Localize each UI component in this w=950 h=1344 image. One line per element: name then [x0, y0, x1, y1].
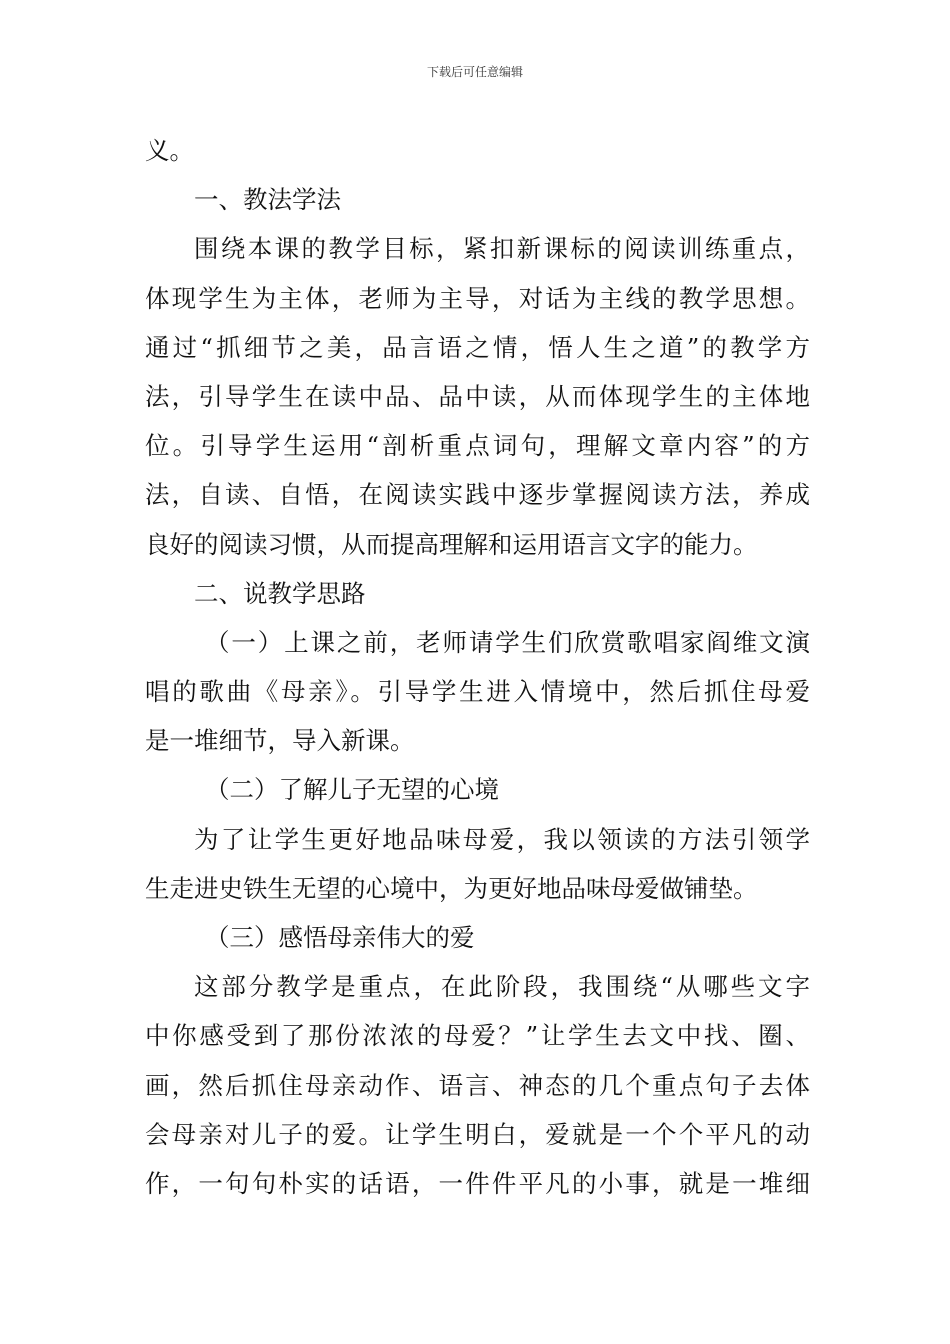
paragraph-line: 唱的歌曲《母亲》。引导学生进入情境中，然后抓住母爱: [145, 677, 810, 707]
paragraph-line: 画，然后抓住母亲动作、语言、神态的几个重点句子去体: [145, 1070, 810, 1100]
paragraph-line: 会母亲对儿子的爱。让学生明白，爱就是一个个平凡的动: [145, 1119, 810, 1149]
paragraph-line: 生走进史铁生无望的心境中，为更好地品味母爱做铺垫。: [145, 873, 758, 903]
paragraph-line: 通过“抓细节之美，品言语之情，悟人生之道”的教学方: [145, 332, 810, 362]
subsection-heading-3: （三）感悟母亲伟大的爱: [205, 923, 475, 952]
document-body: [145, 126, 810, 1208]
page-header: 下载后可任意编辑: [426, 65, 523, 79]
paragraph-line: 作，一句句朴实的话语，一件件平凡的小事，就是一堆细: [145, 1168, 810, 1198]
subsection-heading-2: （二）了解儿子无望的心境: [205, 775, 499, 805]
paragraph-line: 良好的阅读习惯，从而提高理解和运用语言文字的能力。: [145, 529, 758, 559]
paragraph-line: 为了让学生更好地品味母爱，我以领读的方法引领学: [194, 824, 810, 854]
paragraph-line: 是一堆细节，导入新课。: [145, 726, 415, 756]
paragraph-line: 体现学生为主体，老师为主导，对话为主线的教学思想。: [145, 283, 810, 313]
paragraph-line: （一）上课之前，老师请学生们欣赏歌唱家阎维文演: [205, 627, 810, 657]
paragraph-line: 这部分教学是重点，在此阶段，我围绕“从哪些文字: [194, 972, 810, 1002]
paragraph-line: 位。引导学生运用“剖析重点词句，理解文章内容”的方: [145, 431, 810, 461]
section-heading-teaching-methods: 一、教法学法: [194, 185, 341, 215]
paragraph-line: 围绕本课的教学目标，紧扣新课标的阅读训练重点，: [194, 234, 810, 264]
paragraph-line: 中你感受到了那份浓浓的母爱？”让学生去文中找、圈、: [145, 1021, 810, 1051]
paragraph-line: 法，自读、自悟，在阅读实践中逐步掌握阅读方法，养成: [145, 480, 810, 510]
paragraph-line: 义。: [145, 136, 194, 165]
paragraph-line: 法，引导学生在读中品、品中读，从而体现学生的主体地: [145, 381, 810, 411]
section-heading-teaching-ideas: 二、说教学思路: [194, 578, 366, 608]
